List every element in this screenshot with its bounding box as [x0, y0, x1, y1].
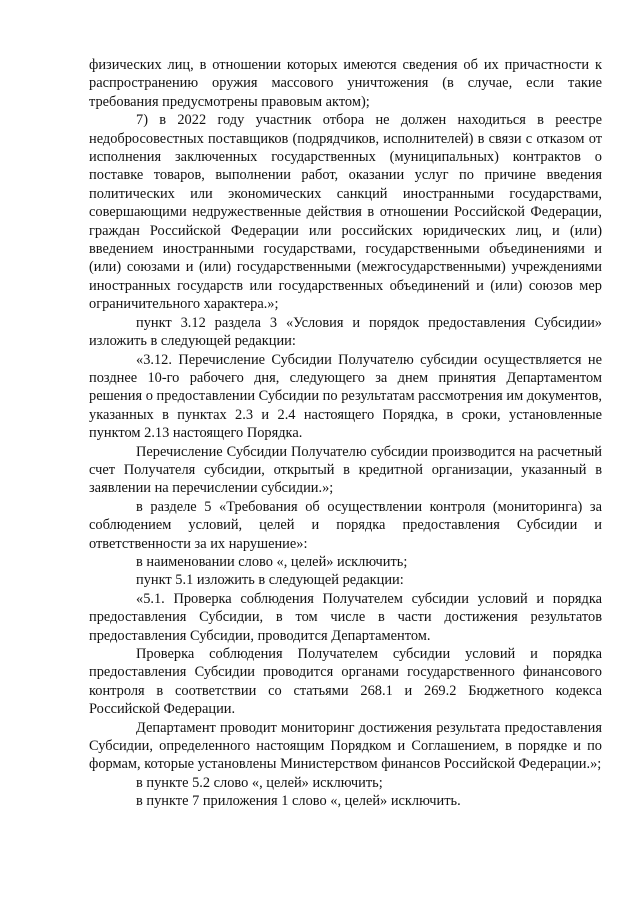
paragraph-clause-3-12-intro: пункт 3.12 раздела 3 «Условия и порядок предоставления Субсидии» изложить в следующей редакции:: [89, 314, 602, 350]
paragraph-continuation: физических лиц, в отношении которых имеются сведения об их причастности к распространению оружия массового уничтожения (в случае, если такие требования предусмотрены правовым актом);: [89, 57, 602, 110]
paragraph-clause-5-2: в пункте 5.2 слово «, целей» исключить;: [136, 774, 383, 791]
paragraph-clause-3-12: «3.12. Перечисление Субсидии Получателю субсидии осуществляется не позднее 10-го рабочего дня, следующего за днем принятия Департаментом решения о предоставлении Субсидии по результатам рассмотрения им документов, указанных в пунктах 2.3 и 2.4 настоящего Порядка, в сроки, установленные пунктом 2.13 настоящего Порядка.: [89, 351, 602, 442]
document-page: [89, 56, 602, 811]
paragraph-clause-5-1: «5.1. Проверка соблюдения Получателем субсидии условий и порядка предоставления Субсидии, в том числе в части достижения результатов предоставления Субсидии, проводится Департаментом.: [89, 590, 602, 644]
paragraph-section-5-intro: в разделе 5 «Требования об осуществлении контроля (мониторинга) за соблюдением условий, целей и порядка предоставления Субсидии и ответственности за их нарушение»:: [89, 498, 602, 552]
paragraph-monitoring: Департамент проводит мониторинг достижения результата предоставления Субсидии, определенного настоящим Порядком и Соглашением, в порядке и по формам, которые установлены Министерством финансов Российской Федерации.»;: [89, 719, 602, 773]
paragraph-item-7: 7) в 2022 году участник отбора не должен находиться в реестре недобросовестных поставщиков (подрядчиков, исполнителей) в связи с отказом от исполнения заключенных государственных (муниципальных) контрактов о поставке товаров, выполнении работ, оказании услуг по причине введения политических или экономических санкций иностранными государствами, совершающими недружественные действия в отношении Российской Федерации, граждан Российской Федерации или российских юридических лиц, и (или) введением иностранными государствами, государственными объединениями и (или) союзами и (или) государственными (межгосударственными) учреждениями иностранных государств или государственных объединений и (или) союзов мер ограничительного характера.»;: [89, 112, 602, 313]
paragraph-clause-5-1-intro: пункт 5.1 изложить в следующей редакции:: [136, 572, 404, 589]
paragraph-transfer: Перечисление Субсидии Получателю субсидии производится на расчетный счет Получателя субсидии, открытый в кредитной организации, указанный в заявлении на перечислении субсидии.»;: [89, 443, 602, 497]
paragraph-appendix-1: в пункте 7 приложения 1 слово «, целей» исключить.: [136, 793, 461, 810]
paragraph-audit: Проверка соблюдения Получателем субсидии условий и порядка предоставления Субсидии проводится органами государственного финансового контроля в соответствии со статьями 268.1 и 269.2 Бюджетного кодекса Российской Федерации.: [89, 646, 602, 718]
paragraph-title-change: в наименовании слово «, целей» исключить;: [136, 553, 408, 570]
